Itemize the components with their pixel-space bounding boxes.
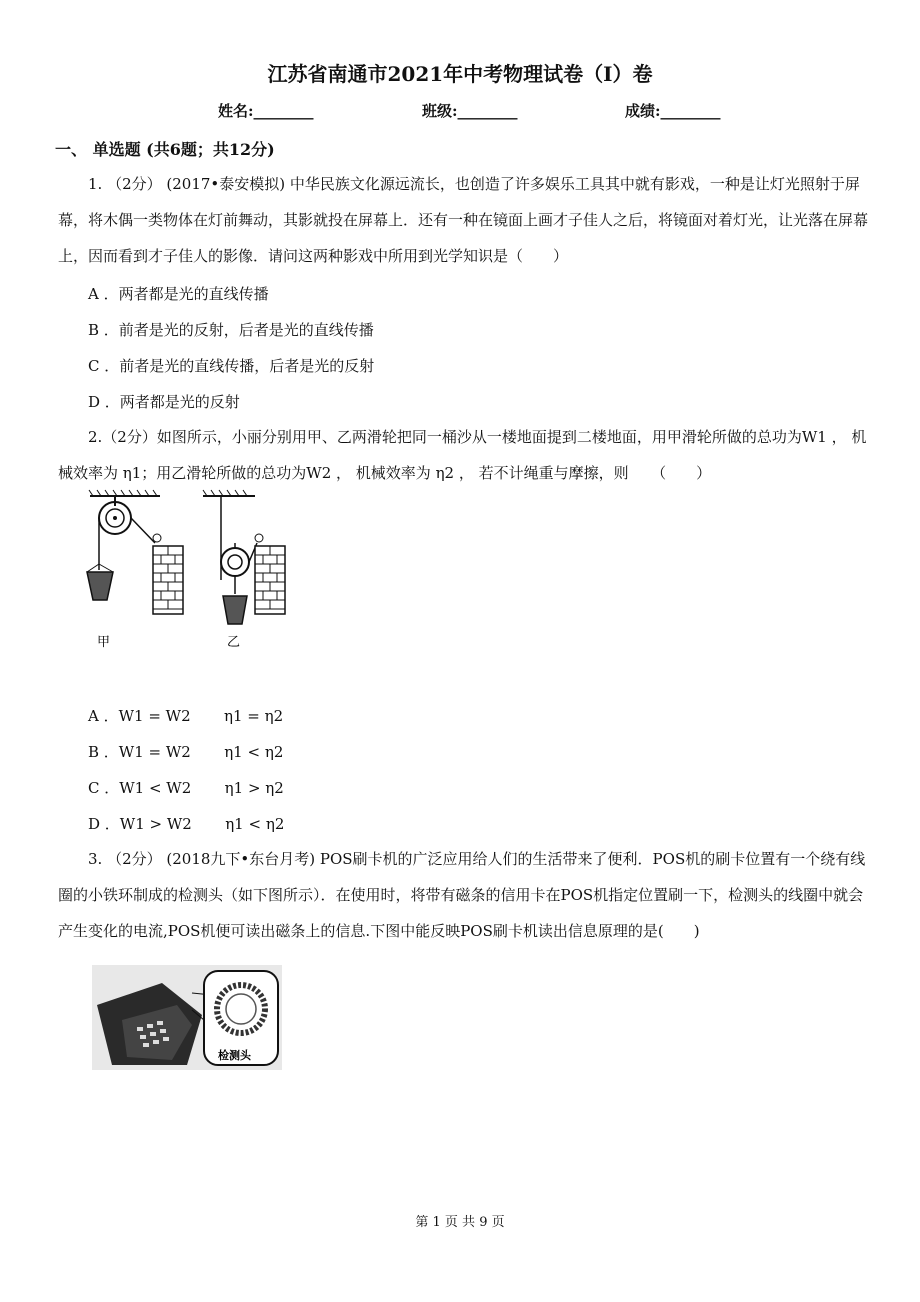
question-1-option-d: D ．两者都是光的反射: [88, 393, 240, 411]
question-1-text: 1. （2分） (2017•泰安模拟) 中华民族文化源远流长，也创造了许多娱乐工具其中就有影戏，一种是让灯光照射于屏幕，将木偶一类物体在灯前舞动，其影就投在屏幕上．还有一种在镜面上画才子佳人之后，将镜面对着灯光，让光落在屏幕上，因而看到才子佳人的影像．请问这两种影戏中所用到光学知识是（ ）: [58, 175, 869, 265]
page-title: 江苏省南通市2021年中考物理试卷（I）卷: [267, 62, 653, 86]
score-field: 成绩:________: [625, 102, 721, 120]
page-footer: 第 1 页 共 9 页: [415, 1215, 505, 1230]
pulley-figure: [85, 488, 300, 658]
question-1-option-c: C ．前者是光的直线传播，后者是光的反射: [88, 357, 375, 375]
question-1-option-a: A ．两者都是光的直线传播: [88, 285, 269, 303]
question-2-option-b: B ．W1 = W2 η1 < η2: [88, 743, 284, 761]
figure-label-jia: 甲: [97, 635, 111, 650]
figure-label-yi: 乙: [227, 635, 241, 650]
name-field: 姓名:________: [218, 102, 314, 120]
question-1-option-b: B ．前者是光的反射，后者是光的直线传播: [88, 321, 374, 339]
question-3-text: 3. （2分） (2018九下•东台月考) POS刷卡机的广泛应用给人们的生活带来了便利．POS机的刷卡位置有一个绕有线圈的小铁环制成的检测头（如下图所示）．在使用时，将带有磁条的信用卡在POS机指定位置刷一下，检测头的线圈中就会产生变化的电流,POS机便可读出磁条上的信息.下图中能反映POS刷卡机读出信息原理的是( ): [58, 850, 866, 940]
section-heading: 一、 单选题 (共6题；共12分): [55, 140, 275, 159]
question-2-text: 2.（2分）如图所示，小丽分别用甲、乙两滑轮把同一桶沙从一楼地面提到二楼地面，用甲滑轮所做的总功为W1 ， 机械效率为 η1；用乙滑轮所做的总功为W2 ， 机械效率为 η2 ， 若不计绳重与摩擦，则 （ ）: [58, 428, 867, 482]
question-2-option-c: C ．W1 < W2 η1 > η2: [88, 779, 284, 797]
class-field: 班级:________: [422, 102, 518, 120]
pos-reader-figure: [92, 965, 282, 1070]
question-2-option-a: A ．W1 = W2 η1 = η2: [88, 707, 284, 725]
detector-head-label: 检测头: [218, 1049, 251, 1062]
question-2-option-d: D ．W1 > W2 η1 < η2: [88, 815, 285, 833]
